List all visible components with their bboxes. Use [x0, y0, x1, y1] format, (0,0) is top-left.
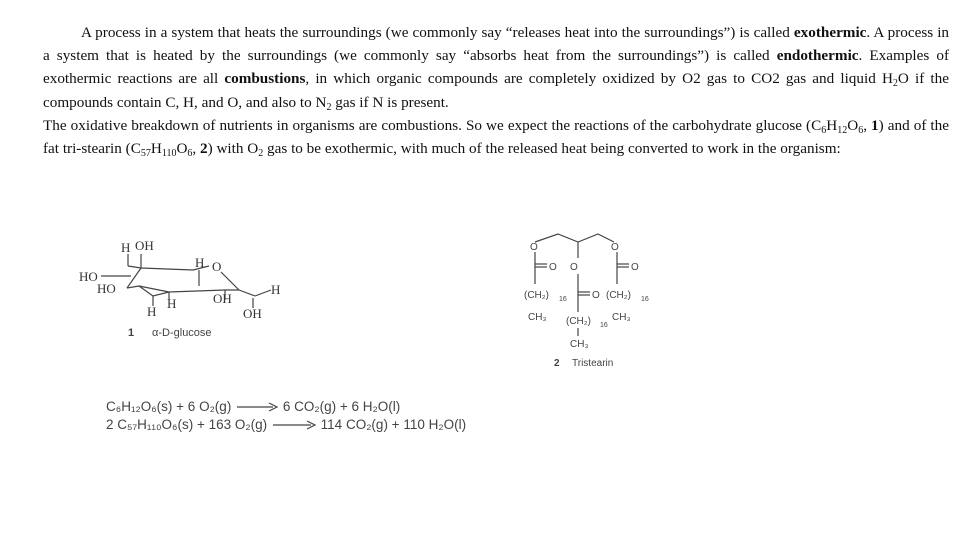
- paragraph-1: [43, 21, 949, 114]
- atom-o-ring: O: [212, 259, 222, 274]
- tristearin-o: O: [176, 140, 188, 158]
- sub-o6: 6: [858, 124, 864, 136]
- sub-c57: 57: [140, 148, 151, 160]
- glucose-h: H: [826, 116, 838, 134]
- p2-text-3: ) and of the fat tri-stearin (C: [43, 116, 949, 158]
- bond-ring-left: [127, 268, 141, 288]
- chain-left: (CH₂): [524, 290, 549, 301]
- atom-oh-top: OH: [135, 238, 154, 253]
- tristearin-caption: Tristearin: [572, 358, 614, 369]
- bond-ring-right: [221, 272, 239, 290]
- ref-1: 1: [871, 116, 879, 134]
- p2-text-6: gas to be exothermic, with much of the released heat being converted to work in the organism:: [263, 140, 841, 158]
- equation-tristearin: [106, 417, 466, 432]
- methyl-bottom: CH₃: [570, 339, 589, 350]
- tristearin-h: H: [150, 140, 162, 158]
- p1-text-3: . Examples of exothermic reactions are all: [43, 47, 950, 88]
- p2-text-4: ,: [192, 140, 201, 158]
- reaction-arrow-icon: [235, 402, 279, 412]
- chain-center-sub: 16: [600, 322, 608, 329]
- atom-h-bottom-mid: H: [167, 296, 177, 311]
- glucose-o: O: [847, 116, 859, 134]
- atom-h-top: H: [121, 240, 131, 255]
- paragraph-2: [43, 114, 949, 160]
- atom-ho-left2: HO: [97, 281, 116, 296]
- p2-text-1: The oxidative breakdown of nutrients in organisms are combustions. So we expect the reactions of the carbohydrate glucose (C: [43, 116, 822, 134]
- term-endothermic: endothermic: [776, 47, 859, 65]
- p1-text-4: , in which organic compounds are completely oxidized by O2 gas to CO2 gas and liquid H: [305, 70, 893, 88]
- sub-o6b: 6: [187, 148, 193, 160]
- atom-ho-left1: HO: [79, 269, 98, 284]
- atom-oh-bottom: OH: [243, 306, 262, 321]
- reaction-arrow-icon: [271, 420, 317, 430]
- atom-o-center: O: [570, 262, 578, 273]
- p2-text-2: ,: [863, 116, 872, 134]
- term-exothermic: exothermic: [793, 24, 867, 41]
- p1-text-5: O if the compounds contain C, H, and O, and also to N: [43, 70, 949, 111]
- atom-h-right: H: [271, 282, 281, 297]
- eq1-products: 6 CO₂(g) + 6 H₂O(l): [282, 399, 401, 414]
- sub-c6: 6: [821, 124, 827, 136]
- sub-n2: 2: [326, 101, 332, 113]
- chain-left-sub: 16: [559, 296, 567, 303]
- atom-oh-ring-bottom: OH: [213, 291, 232, 306]
- atom-o-mid2: O: [592, 290, 600, 301]
- atom-o-top-left: O: [530, 242, 538, 253]
- eq2-reactants: 2 C₅₇H₁₁₀O₆(s) + 163 O₂(g): [106, 417, 268, 432]
- methyl-left: CH₃: [528, 312, 547, 323]
- atom-h-ring: H: [195, 255, 205, 270]
- eq1-reactants: C₆H₁₂O₆(s) + 6 O₂(g): [106, 399, 232, 414]
- body-text: [43, 21, 949, 160]
- glucose-number: 1: [128, 327, 135, 339]
- sub-h110: 110: [161, 148, 177, 160]
- atom-o-right: O: [631, 262, 639, 273]
- p1-text-6: gas if N is present.: [331, 93, 449, 111]
- tristearin-structure: [518, 230, 678, 372]
- glucose-caption: α-D-glucose: [152, 327, 212, 339]
- p2-text-5: ) with O: [207, 140, 259, 158]
- chain-center: (CH₂): [566, 316, 591, 327]
- tristearin-number: 2: [554, 358, 560, 369]
- bond-8: [255, 290, 271, 296]
- equation-glucose: [106, 399, 400, 414]
- eq2-products: 114 CO₂(g) + 110 H₂O(l): [320, 417, 467, 432]
- chain-right: (CH₂): [606, 290, 631, 301]
- methyl-right: CH₃: [612, 312, 631, 323]
- atom-h-bottom-left: H: [147, 304, 157, 319]
- chain-right-sub: 16: [641, 296, 649, 303]
- sub-h12: 12: [837, 124, 848, 136]
- sub-o2: 2: [258, 148, 264, 160]
- term-combustions: combustions: [224, 70, 306, 88]
- atom-o-top-right: O: [611, 242, 619, 253]
- atom-o-mid1: O: [549, 262, 557, 273]
- bond-7: [239, 290, 255, 296]
- ref-2: 2: [200, 140, 208, 158]
- p1-text-1: A process in a system that heats the surroundings (we commonly say “releases heat into the surroundings”) is called: [81, 24, 790, 41]
- p1-text-2: . A process in a system that is heated by the surroundings (we commonly say “absorbs heat from the surroundings”) is called: [43, 24, 950, 65]
- sub-h2o: 2: [892, 78, 898, 90]
- glucose-structure: [75, 232, 305, 344]
- glycerol-backbone: [535, 234, 614, 242]
